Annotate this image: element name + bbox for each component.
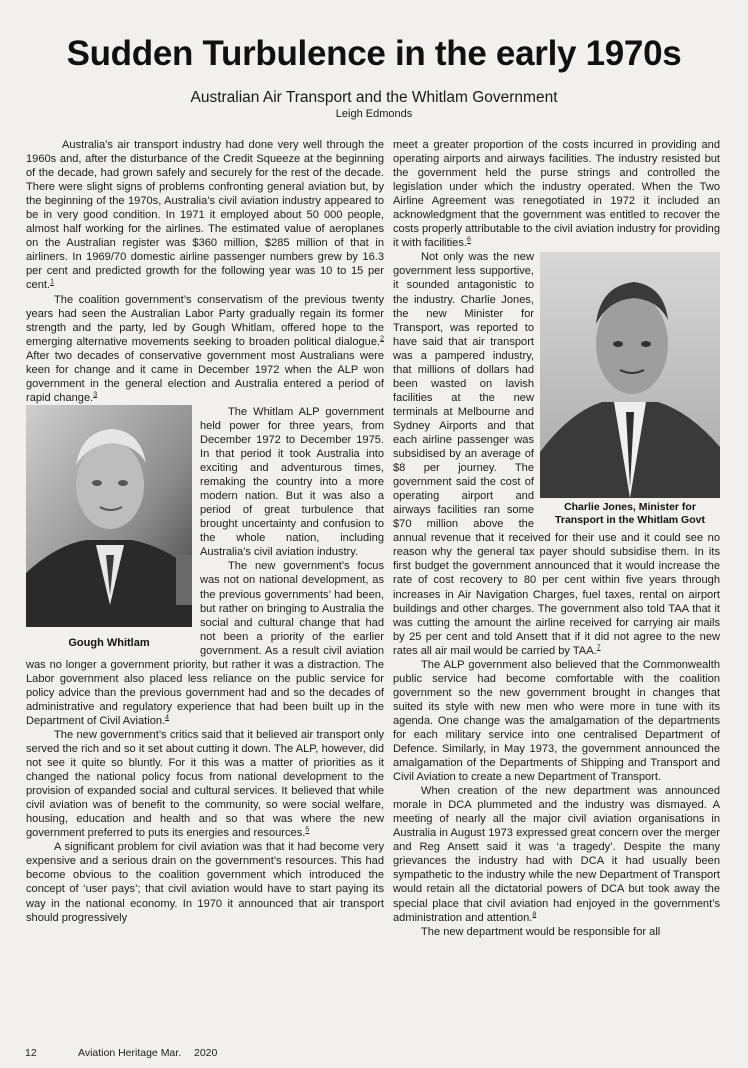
paragraph-text: The new government’s critics said that it believed air transport only served the rich and so it set about cutting it down. The ALP, however, did not see it quite so bluntly. For it this was a matter of priorities as it changed the national policy focus from national development to the provision of expanded social and cultural services. It believed that while civil aviation was of benefit to the community, so were social welfare, housing, education and health and so that was where the new government preferred to puts its energies and resources. [26, 728, 384, 840]
paragraph-text: Not only was the new government less supportive, it sounded antagonistic to the industry. Charlie Jones, the new Minister for Transport, was reported to have said that air transport was a pampered industry, that millions of dollars had been wasted on lavish facilities at the new terminals at Melbourne and Sydney Airports and that each airline passenger was subsidised by an average of $8 per journey. The government said the cost of operating airport and airways facilities ran some $70 million above the annual revenue that it received for their use and it could see no reason why the general tax payer should subsidise them. In its first budget the government announced that it would increase the rate of cost recovery to 80 per cent within five years through increases in Air Navigation Charges, fuel taxes, rental on airport buildings and other charges. The government also told TAA that it was cutting the amount the airline received for carrying air mails by 25 per cent and told Ansett that if it did not agree to the new rates all air mail would be carried by TAA. [393, 251, 720, 657]
paragraph-text: When creation of the new department was announced morale in DCA plummeted and the industry was dismayed. A meeting of nearly all the major civil aviation organisations in Australia in August 1973 expressed great concern over the merger and Reg Ansett said it was ‘a tragedy’. Despite the many grievances the industry had with DCA it had usually been sympathetic to the industry while the new Department of Transport would retain all the dictatorial powers of DCA but took away the special place that civil aviation had enjoyed in the government’s administration and attention. [393, 785, 720, 924]
paragraph [26, 728, 384, 840]
article-author: Leigh Edmonds [335, 108, 413, 120]
publication-name: Aviation Heritage Mar. [78, 1047, 182, 1059]
whitlam-photo [26, 405, 192, 627]
footnote-ref[interactable]: 5 [305, 826, 310, 834]
paragraph-text: A significant problem for civil aviation was that it had become very expensive and a serious drain on the government’s resources. This had become obvious to the coalition government which introduced the concept of ‘user pays’; that civil aviation would have to start paying its way in the national economy. In 1970 it announced that air transport should progressively [26, 841, 384, 924]
paragraph [393, 658, 720, 784]
footnote-ref[interactable]: 7 [596, 644, 601, 651]
footnote-ref[interactable]: 2 [380, 334, 384, 342]
paragraph-text: The ALP government also believed that the Commonwealth public service had become comfortable with the coalition government so the new government brought in changes that suited its style with new men who were more in tune with its agenda. One change was the amalgamation of the departments for each military service into one centralised Department of Defence. Similarly, in May 1973, the government announced the amalgamation of the Departments of Shipping and Transport and Civil Aviation to create a new Department of Transport. [393, 658, 720, 784]
jones-photo-figure [540, 250, 720, 527]
page-number: 12 [25, 1047, 37, 1059]
whitlam-caption: Gough Whitlam [68, 636, 150, 649]
paragraph [393, 138, 720, 250]
paragraph-text: The coalition government’s conservatism of the previous twenty years had seen the Australian Labor Party gradually regain its former strength and the party, led by Gough Whitlam, offered hope to the emerging alternative movements seeking to broaden political dialogue. [26, 293, 384, 348]
paragraph-text: Australia’s air transport industry had done very well through the 1960s and, after the disturbance of the Credit Squeeze at the beginning of the decade, had grown safely and securely for the rest of the decade. There were slight signs of problems confronting general aviation but, by the beginning of the 1970s, Australia’s civil aviation industry appeared to be in very good condition. In 1971 it employed about 50 000 people, almost half working for the airlines. The estimated value of aeroplanes on the Australian register was $360 million, $285 million of that in airliners. In 1969/70 domestic airline passenger numbers grew by 16.3 per cent and predicted growth for the following year was 10 to 15 per cent. [26, 139, 384, 292]
paragraph-text: The new government’s focus was not on national development, as the previous governments’ had been, but rather on bringing to Australia the social and cultural change that had not been a priority of the earlier government. As a result civil aviation was no longer a government priority, but rather it was a distraction. The Labor government also placed less reliance on the public service for policy advice than the previous government had and so the decades of administrative and regulatory experience that had been built up in the Department of Civil Aviation. [26, 560, 384, 727]
left-column [26, 138, 384, 1033]
paragraph [26, 840, 384, 924]
jones-photo [540, 252, 720, 498]
jones-caption: Charlie Jones, Minister for Transport in the Whitlam Govt [555, 501, 705, 527]
portrait-image [26, 405, 192, 627]
paragraph-text: meet a greater proportion of the costs incurred in providing and operating airports and airways facilities. The industry resisted but the government held the purse strings and controlled the legislation under which the industry operated. When the Two Airline Agreement was renegotiated in 1972 it included an acknowledgment that the government was entitled to recover the costs properly attributable to the civil aviation industry for providing it with facilities. [393, 139, 720, 250]
paragraph [26, 293, 384, 405]
paragraph [393, 784, 720, 924]
footnote-ref[interactable]: 3 [93, 391, 98, 399]
issue-year: 2020 [194, 1047, 218, 1059]
footnote-ref[interactable]: 6 [466, 236, 471, 244]
paragraph [26, 138, 384, 293]
paragraph-text: After two decades of conservative government most Australians were keen for change and it came in December 1972 when the ALP won government in the general election and Australia entered a period of rapid change. [26, 349, 384, 404]
paragraph-text: The Whitlam ALP government held power for three years, from December 1972 to December 1975. In that period it took Australia into exciting and adventurous times, remaking the country into a more modern nation. But it was also a period of great turbulence that brought uncertainty and confusion to the whole nation, including Australia’s civil aviation industry. [200, 405, 384, 559]
article-title: Sudden Turbulence in the early 1970s [66, 34, 682, 73]
footnote-ref[interactable]: 8 [532, 910, 537, 918]
paragraph [393, 925, 720, 939]
paragraph-text: The new department would be responsible for all [421, 925, 661, 938]
whitlam-photo-figure [26, 405, 192, 655]
footnote-ref[interactable]: 1 [50, 278, 54, 286]
right-column [393, 138, 720, 1033]
article-subtitle: Australian Air Transport and the Whitlam Government [190, 89, 558, 106]
footnote-ref[interactable]: 4 [165, 714, 170, 722]
portrait-image [540, 252, 720, 498]
